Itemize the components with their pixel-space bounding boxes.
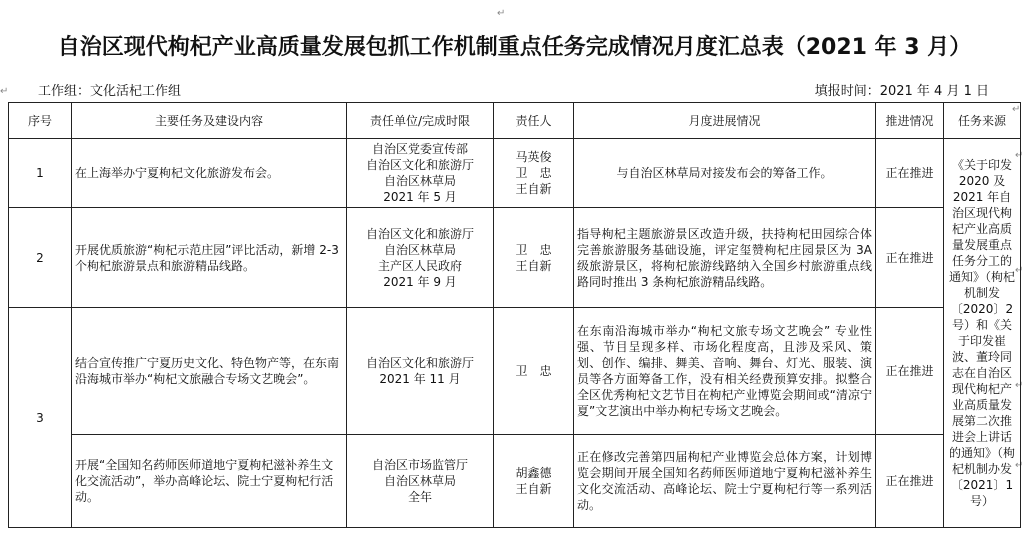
row-progress: 与自治区林草局对接发布会的筹备工作。 bbox=[574, 139, 876, 208]
row-index: 1 bbox=[9, 139, 72, 208]
row-progress: 在东南沿海城市举办“枸杞文旅专场文艺晚会” 专业性强、节目呈现多样、市场化程度高，且涉及采风、策划、创作、编排、舞美、音响、舞台、灯光、服装、演员等各方面筹备工作，没有相关经费预算安排。拟整合全区优秀枸杞文艺节目在枸杞产业博览会期间或“清凉宁夏”文艺演出中举办枸杞专场文艺晚会。 bbox=[574, 308, 876, 435]
paragraph-mark: ↵ bbox=[1015, 460, 1024, 471]
row-task: 开展优质旅游“枸杞示范庄园”评比活动，新增 2-3 个枸杞旅游景点和旅游精品线路。 bbox=[72, 208, 347, 308]
row-status: 正在推进 bbox=[876, 139, 944, 208]
table-row bbox=[9, 435, 1021, 528]
task-source: 《关于印发 2020 及 2021 年自治区现代枸杞产业高质量发展重点任务分工的通知》（枸杞机制发〔2020〕2 号）和《关于印发崔波、董玲同志在自治区现代枸杞产业高质量发展第二次推进会上讲话的通知》（枸杞机制办发〔2021〕1 号） bbox=[944, 139, 1021, 528]
row-person: 胡鑫德 王自新 bbox=[494, 435, 574, 528]
row-unit: 自治区市场监管厅 自治区林草局 全年 bbox=[347, 435, 494, 528]
row-unit: 自治区文化和旅游厅 自治区林草局 主产区人民政府 2021 年 9 月 bbox=[347, 208, 494, 308]
table-row bbox=[9, 139, 1021, 208]
document-title: 自治区现代枸杞产业高质量发展包抓工作机制重点任务完成情况月度汇总表（2021 年 3 月） bbox=[57, 35, 972, 60]
row-person: 卫 忠 王自新 bbox=[494, 208, 574, 308]
row-status: 正在推进 bbox=[876, 208, 944, 308]
paragraph-mark: ↵ bbox=[1012, 104, 1021, 115]
row-progress: 正在修改完善第四届枸杞产业博览会总体方案，计划博览会期间开展全国知名药师医师道地宁夏枸杞滋补养生文化交流活动、高峰论坛、院士宁夏枸杞行等一系列活动。 bbox=[574, 435, 876, 528]
table-row bbox=[9, 308, 1021, 435]
row-status: 正在推进 bbox=[876, 435, 944, 528]
row-person: 卫 忠 bbox=[494, 308, 574, 435]
paragraph-mark: ↵ bbox=[1015, 265, 1024, 276]
header-progress: 月度进展情况 bbox=[574, 103, 876, 139]
row-progress: 指导枸杞主题旅游景区改造升级，扶持枸杞田园综合体完善旅游服务基础设施，评定玺赞枸杞庄园景区为 3A 级旅游景区，将枸杞旅游线路纳入全国乡村旅游重点线路同时推出 3 条枸杞旅游精品线路。 bbox=[574, 208, 876, 308]
paragraph-mark: ↵ bbox=[0, 86, 9, 97]
row-status: 正在推进 bbox=[876, 308, 944, 435]
task-table bbox=[8, 102, 1024, 528]
header-unit: 责任单位/完成时限 bbox=[347, 103, 494, 139]
row-task: 结合宣传推广宁夏历史文化、特色物产等，在东南沿海城市举办“枸杞文旅融合专场文艺晚会”。 bbox=[72, 308, 347, 435]
row-task: 开展“全国知名药师医师道地宁夏枸杞滋补养生文化交流活动”，举办高峰论坛、院士宁夏枸杞行活动。 bbox=[72, 435, 347, 528]
row-person: 马英俊 卫 忠 王自新 bbox=[494, 139, 574, 208]
header-index: 序号 bbox=[9, 103, 72, 139]
header-source: 任务来源 bbox=[944, 103, 1021, 139]
header-person: 责任人 bbox=[494, 103, 574, 139]
table-header-row bbox=[9, 103, 1021, 139]
row-index: 2 bbox=[9, 208, 72, 308]
table-row bbox=[9, 208, 1021, 308]
paragraph-mark: ↵ bbox=[1015, 380, 1024, 391]
row-unit: 自治区文化和旅游厅 2021 年 11 月 bbox=[347, 308, 494, 435]
report-date: 填报时间：2021 年 4 月 1 日 bbox=[814, 84, 989, 99]
header-task: 主要任务及建设内容 bbox=[72, 103, 347, 139]
work-group: 工作组：文化活杞工作组 bbox=[38, 84, 182, 99]
row-unit: 自治区党委宣传部 自治区文化和旅游厅 自治区林草局 2021 年 5 月 bbox=[347, 139, 494, 208]
row-index: 3 bbox=[9, 308, 72, 528]
paragraph-mark: ↵ bbox=[497, 8, 506, 19]
header-status: 推进情况 bbox=[876, 103, 944, 139]
paragraph-mark: ↵ bbox=[1015, 150, 1024, 161]
row-task: 在上海举办宁夏枸杞文化旅游发布会。 bbox=[72, 139, 347, 208]
